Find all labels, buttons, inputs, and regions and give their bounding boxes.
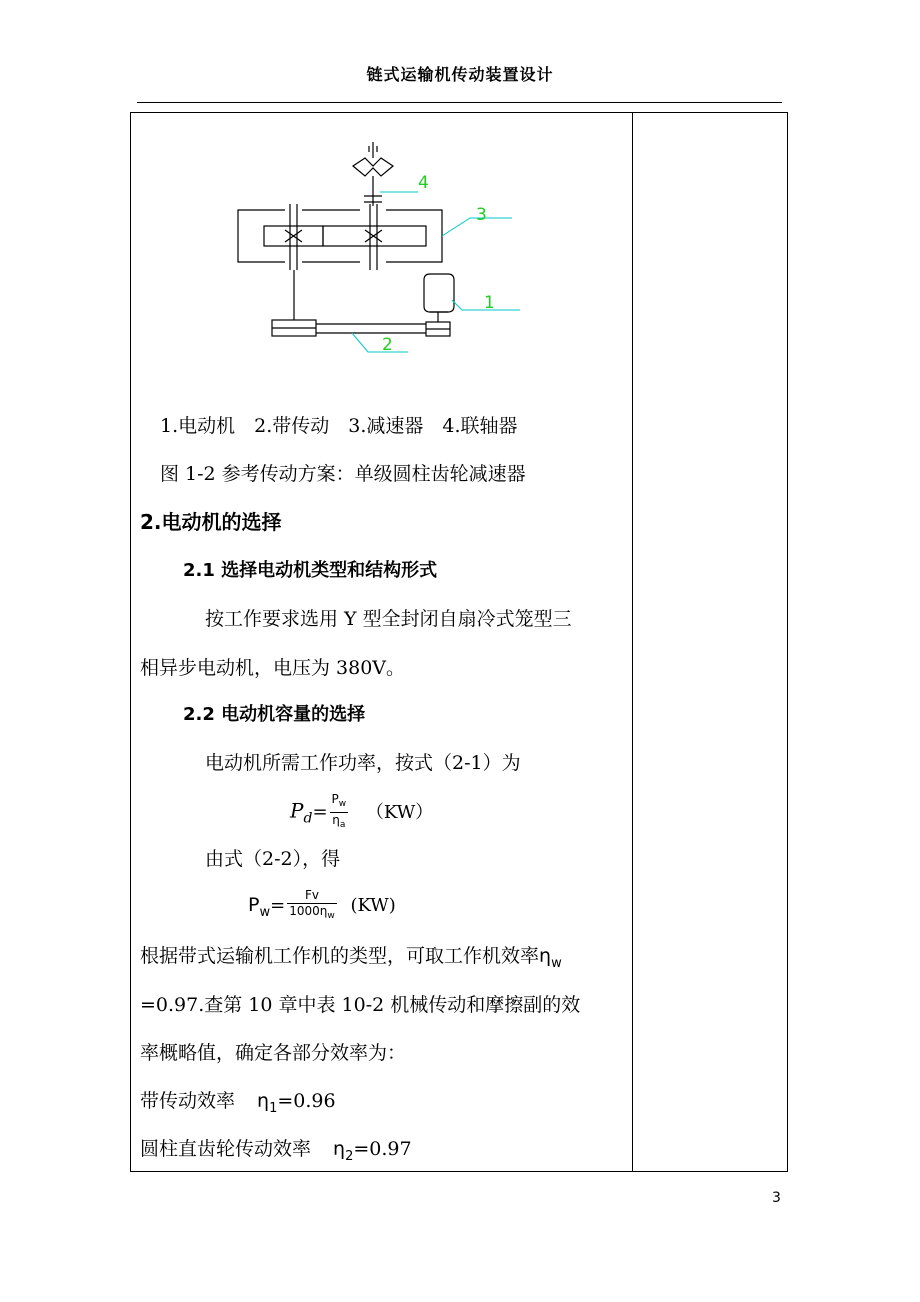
motor-icon	[424, 274, 454, 312]
formula-pd-num: P	[331, 792, 339, 806]
eta-2-subscript: 2	[345, 1149, 354, 1164]
formula-pd-unit: （KW）	[365, 801, 434, 823]
formula-pw-lhs-sub: w	[259, 905, 271, 920]
subsection-heading-2-2: 2.2 电动机容量的选择	[183, 704, 366, 725]
eta-2-symbol: η	[333, 1138, 346, 1160]
eta-1-symbol: η	[257, 1090, 270, 1112]
formula-pd-eq: =	[312, 801, 328, 823]
reducer-housing	[238, 210, 442, 262]
formula-pd-fraction	[330, 792, 349, 833]
eta-w-subscript: w	[551, 956, 562, 971]
gear-efficiency-label: 圆柱直齿轮传动效率	[140, 1138, 312, 1160]
eta-w-symbol: η	[539, 945, 552, 967]
paragraph-motor-type-line1: 按工作要求选用 Y 型全封闭自扇冷式笼型三	[205, 608, 572, 630]
paragraph-efficiency-line1	[140, 944, 562, 976]
formula-pd	[290, 792, 433, 833]
paragraph-efficiency-line2: =0.97.查第 10 章中表 10-2 机械传动和摩擦副的效	[140, 994, 581, 1016]
callout-leader-2	[352, 333, 408, 352]
formula-pd-lhs-sub: d	[303, 810, 313, 827]
sprocket-icon	[353, 158, 393, 176]
subsection-heading-2-1: 2.1 选择电动机类型和结构形式	[183, 560, 438, 581]
formula-pw-fraction	[287, 888, 337, 924]
table-column-divider	[632, 112, 633, 1172]
formula-pw-den: 1000η	[289, 904, 328, 918]
formula-pw	[248, 888, 396, 924]
formula-pw-lhs: P	[248, 894, 260, 916]
formula-pw-num: Fv	[287, 888, 337, 904]
formula-pd-den: η	[332, 813, 340, 827]
formula-pd-den-sub: a	[339, 820, 346, 830]
figure-caption: 图 1-2 参考传动方案：单级圆柱齿轮减速器	[160, 463, 526, 485]
paragraph-from-formula: 由式（2-2），得	[205, 848, 341, 870]
callout-label-1: 1	[484, 293, 495, 313]
paragraph-power-intro: 电动机所需工作功率，按式（2-1）为	[205, 752, 521, 774]
figure-legend: 1.电动机 2.带传动 3.减速器 4.联轴器	[160, 415, 518, 437]
formula-pw-eq: =	[270, 895, 286, 916]
belt-efficiency-value: =0.96	[277, 1090, 336, 1112]
callout-label-4: 4	[418, 173, 429, 193]
paragraph-efficiency-line3: 率概略值，确定各部分效率为：	[140, 1042, 407, 1064]
paragraph-motor-type-line2: 相异步电动机，电压为 380V。	[140, 657, 406, 679]
callout-label-3: 3	[476, 205, 487, 225]
header-rule	[137, 102, 782, 103]
header-title: 链式运输机传动装置设计	[366, 65, 554, 84]
formula-pw-den-sub: w	[327, 911, 335, 921]
page-number: 3	[772, 1190, 781, 1206]
belt-efficiency-label: 带传动效率	[140, 1090, 236, 1112]
callout-label-2: 2	[382, 335, 393, 355]
paragraph-efficiency-text: 根据带式运输机工作机的类型，可取工作机效率	[140, 945, 540, 967]
section-heading: 2.电动机的选择	[140, 510, 282, 534]
eta-1-subscript: 1	[269, 1101, 278, 1116]
gear-efficiency-line	[140, 1137, 412, 1169]
belt-efficiency-line	[140, 1089, 336, 1121]
gear-efficiency-value: =0.97	[353, 1138, 412, 1160]
formula-pd-num-sub: w	[338, 799, 347, 809]
formula-pd-lhs: P	[290, 798, 304, 823]
formula-pw-unit: (KW)	[350, 895, 396, 916]
transmission-diagram	[230, 140, 530, 360]
